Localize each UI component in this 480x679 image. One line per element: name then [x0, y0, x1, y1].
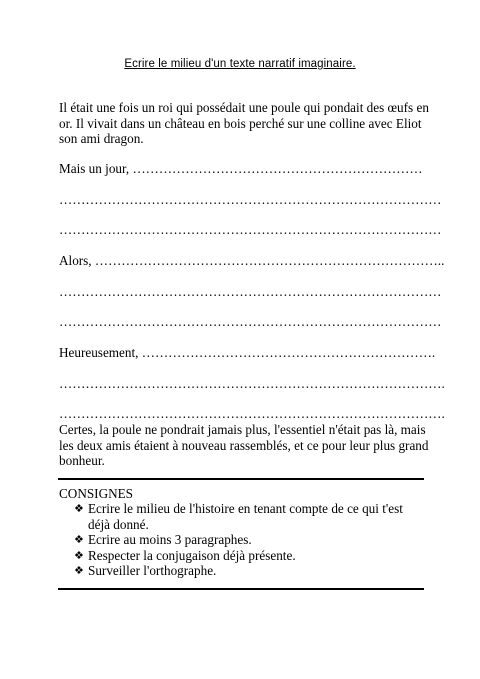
list-item: [74, 548, 426, 564]
diamond-bullet-icon: ❖: [74, 548, 84, 562]
diamond-bullet-icon: ❖: [74, 564, 84, 578]
writing-line: ……………………………………………………………………………: [59, 192, 442, 207]
prompt-heureusement: Heureusement, ………………………………………………………….: [59, 345, 436, 360]
writing-line: …………………………………………………………………………….: [59, 376, 445, 391]
story-ending: Certes, la poule ne pondrait jamais plus, l'essentiel n'était pas là, mais les deux amis étaient à nouveau rassemblés, et ce pour leur plus grand bonheur.: [59, 422, 429, 469]
writing-line: ……………………………………………………………………………: [59, 284, 442, 299]
writing-line: ……………………………………………………………………………: [59, 314, 442, 329]
consigne-text: Respecter la conjugaison déjà présente.: [88, 547, 296, 563]
consigne-text: Surveiller l'orthographe.: [88, 563, 217, 579]
worksheet-title: Ecrire le milieu d'un texte narratif imaginaire.: [124, 58, 356, 70]
list-item: [74, 501, 426, 532]
prompt-alors: Alors, ……………………………………………………………………..: [59, 253, 445, 268]
consignes-heading: CONSIGNES: [59, 486, 134, 501]
consignes-bottom-rule: [58, 588, 424, 590]
diamond-bullet-icon: ❖: [74, 502, 84, 515]
consigne-text: Ecrire au moins 3 paragraphes.: [88, 532, 252, 548]
consignes-top-rule: [58, 478, 424, 480]
diamond-bullet-icon: ❖: [74, 533, 84, 547]
list-item: [74, 532, 426, 548]
writing-line: …………………………………………………………………………….: [59, 406, 445, 421]
consigne-text: Ecrire le milieu de l'histoire en tenant compte de ce qui t'est déjà donné.: [88, 501, 403, 532]
list-item: [74, 563, 426, 579]
story-beginning: Il était une fois un roi qui possédait une poule qui pondait des œufs en or. Il vivait dans un château en bois perché sur une colline avec Eliot son ami dragon.: [59, 100, 429, 147]
prompt-mais-un-jour: Mais un jour, …………………………………………………………: [59, 161, 423, 176]
consignes-list: [74, 501, 426, 579]
writing-line: ……………………………………………………………………………: [59, 222, 442, 237]
